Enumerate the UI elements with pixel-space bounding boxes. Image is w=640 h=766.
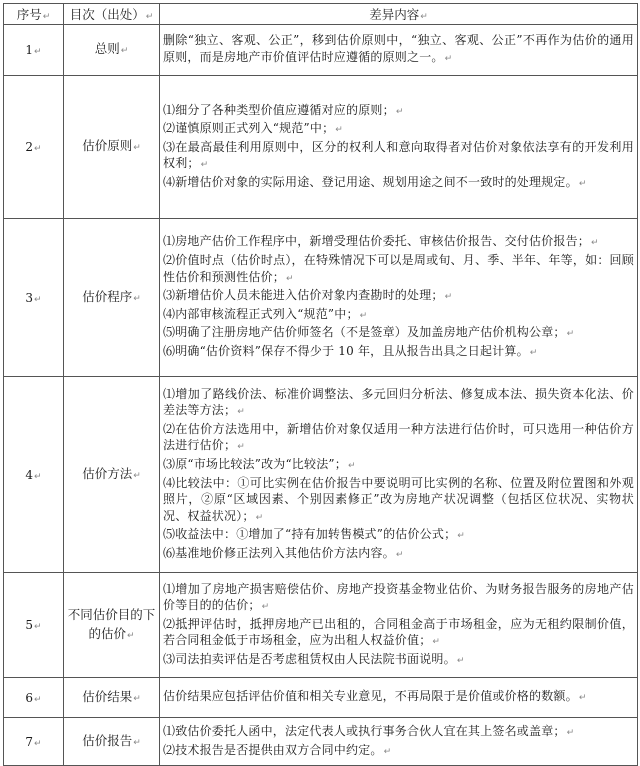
row-number: 3↵ [4,219,64,377]
row-title: 估价结果↵ [64,678,160,718]
content-line: ⑶在最高最佳利用原则中，区分的权利人和意向取得者对估价对象依法享有的开发利用权利；↵ [163,139,634,171]
row-content [160,573,638,678]
content-line: ⑸明确了注册房地产估价师签名（不是签章）及加盖房地产估价机构公章；↵ [163,325,575,340]
content-line: ⑶司法拍卖评估是否考虑租赁权由人民法院书面说明。↵ [163,651,465,666]
header-num: 序号↵ [4,4,64,25]
content-line: ⑸收益法中：①增加了“持有加转售模式”的估价公式；↵ [163,527,466,542]
content-line: ⑵技术报告是否提供由双方合同中约定。↵ [163,742,392,757]
content-line: ⑷新增估价对象的实际用途、登记用途、规划用途之间不一致时的处理规定。↵ [163,174,587,189]
content-line: ⑵抵押评估时，抵押房地产已出租的，合同租金高于市场租金，应为无租约限制价值，若合同租金低于市场租金，应为出租人权益价值；↵ [163,616,634,648]
table-row [4,219,638,377]
content-line: ⑷内部审核流程正式列入“规范”中；↵ [163,306,368,321]
table-row [4,718,638,766]
content-line: ⑷比较法中：①可比实例在估价报告中要说明可比实例的名称、位置及附位置图和外观照片，②原“区域因素、个别因素修正”改为房地产状况调整（包括区位状况、实物状况、权益状况）；↵ [163,475,634,523]
table-row [4,76,638,219]
content-line: ⑴房地产估价工作程序中，新增受理估价委托、审核估价报告、交付估价报告；↵ [163,234,599,249]
header-title: 目次（出处）↵ [64,4,160,25]
header-diff: 差异内容↵ [160,4,638,25]
content-line: ⑶新增估价人员未能进入估价对象内查勘时的处理；↵ [163,288,453,303]
row-content [160,678,638,718]
row-content [160,718,638,766]
row-number: 4↵ [4,377,64,573]
table-row [4,25,638,76]
comparison-table [3,3,638,766]
row-number: 7↵ [4,718,64,766]
content-line: ⑴增加了路线价法、标准价调整法、多元回归分析法、修复成本法、损失资本化法、价差法等方法；↵ [163,386,634,418]
content-line: 删除“独立、客观、公正”，移到估价原则中，“独立、客观、公正”不再作为估价的通用原则，而是房地产市价值评估时应遵循的原则之一。↵ [163,33,634,64]
row-title: 估价方法↵ [64,377,160,573]
table-row [4,678,638,718]
row-content [160,25,638,76]
row-content [160,377,638,573]
content-line: ⑴增加了房地产损害赔偿估价、房地产投资基金物业估价、为财务报告服务的房地产估价等目的的估价；↵ [163,581,634,613]
content-line: ⑵在估价方法选用中，新增估价对象仅适用一种方法进行估价时，可只选用一种估价方法进行估价；↵ [163,421,634,453]
row-content [160,76,638,219]
row-title: 总则↵ [64,25,160,76]
row-title: 估价程序↵ [64,219,160,377]
table-row [4,573,638,678]
row-number: 1↵ [4,25,64,76]
row-title: 估价报告↵ [64,718,160,766]
header-row [4,4,638,25]
content-line: ⑶原“市场比较法”改为“比较法”；↵ [163,456,356,471]
row-title: 不同估价目的下的估价↵ [64,573,160,678]
content-line: ⑴致估价委托人函中，法定代表人或执行事务合伙人宜在其上签名或盖章；↵ [163,723,575,738]
content-line: ⑵谨慎原则正式列入“规范”中；↵ [163,121,344,136]
row-title: 估价原则↵ [64,76,160,219]
row-content [160,219,638,377]
content-line: ⑹明确“估价资料”保存不得少于 10 年，且从报告出具之日起计算。↵ [163,343,538,358]
table-row [4,377,638,573]
content-line: ⑹基准地价修正法列入其他估价方法内容。↵ [163,545,404,560]
content-line: ⑵价值时点（估价时点），在特殊情况下可以是周或旬、月、季、半年、年等，如：回顾性估价和预测性估价；↵ [163,253,634,284]
content-line: 估价结果应包括评估价值和相关专业意见，不再局限于是价值或价格的数额。↵ [163,689,587,704]
row-number: 5↵ [4,573,64,678]
row-number: 2↵ [4,76,64,219]
row-number: 6↵ [4,678,64,718]
content-line: ⑴细分了各种类型价值应遵循对应的原则；↵ [163,102,404,117]
